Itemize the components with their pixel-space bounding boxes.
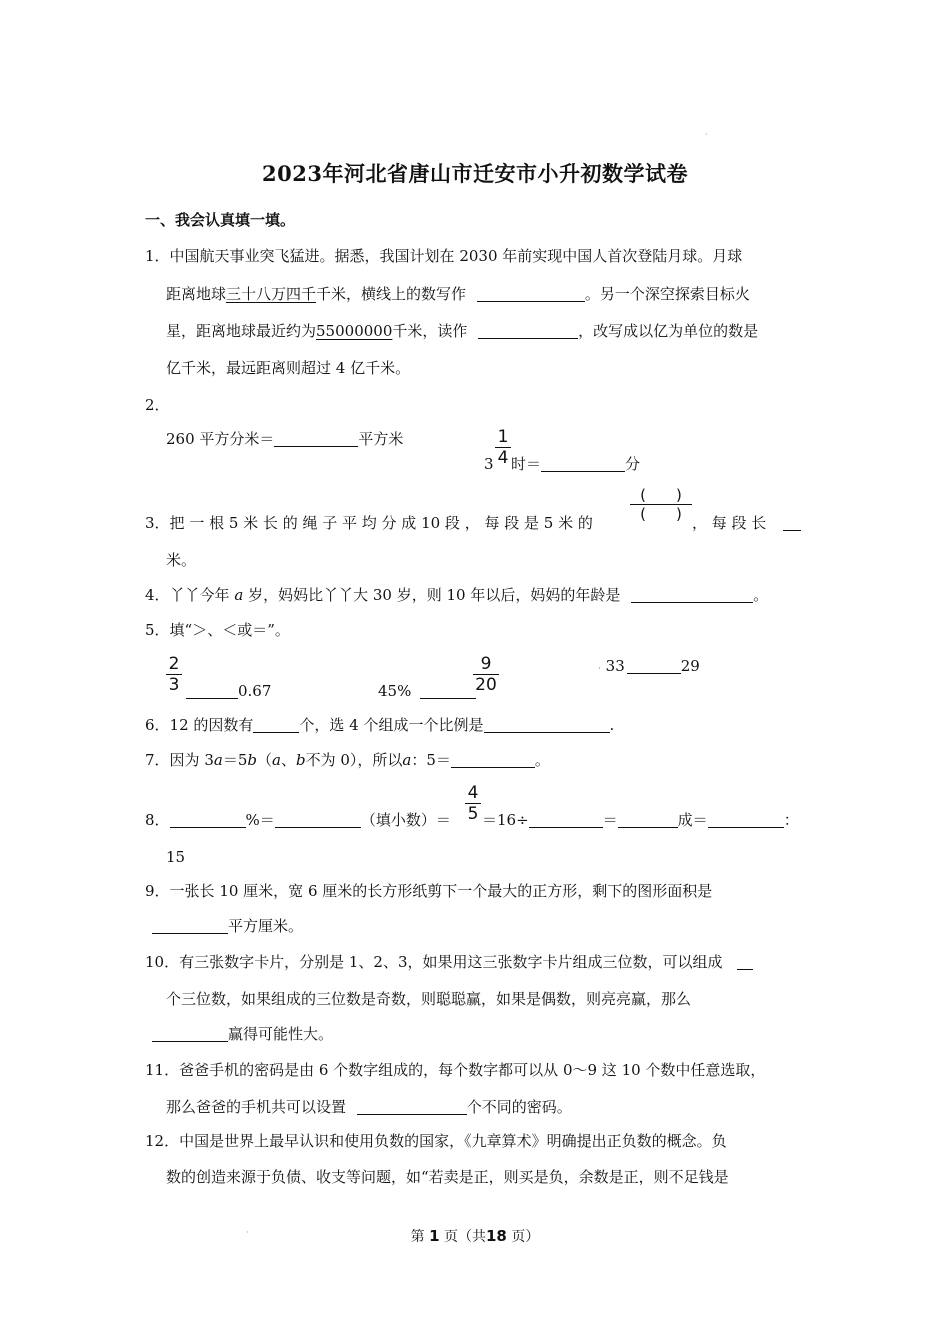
question-number: 12． (145, 1132, 180, 1150)
fraction-4-5 (465, 784, 481, 823)
question-text: 。另一个深空探索目标火 (584, 285, 750, 303)
question-number: 4． (145, 586, 170, 604)
punctuation: . (609, 716, 615, 734)
question-text: 、 (280, 751, 296, 769)
question-text: 岁，妈妈比丫丫大 30 岁，则 10 年以后，妈妈的年龄是 (248, 586, 621, 604)
question-text: ： (783, 811, 799, 829)
question-number: 11． (145, 1061, 180, 1079)
question-11-line-2 (166, 1097, 572, 1117)
answer-blank[interactable] (783, 515, 801, 531)
compare-value: 45% (378, 682, 412, 700)
question-text: （填小数）＝ (360, 811, 451, 829)
question-number: 6． (145, 716, 170, 734)
question-3-line-1 (145, 513, 593, 533)
question-2-part-b (511, 454, 640, 474)
question-10-line-2: 个三位数，如果组成的三位数是奇数，则聪聪赢，如果是偶数，则亮亮赢，那么 (166, 990, 692, 1008)
fraction-numerator: 4 (465, 784, 481, 804)
answer-blank[interactable] (451, 752, 535, 768)
answer-blank[interactable] (478, 323, 578, 339)
variable: b (295, 751, 306, 769)
variable: a (271, 751, 281, 769)
question-text: 星，距离地球最近约为 (166, 322, 317, 340)
question-text: ：5＝ (411, 751, 451, 769)
question-text: 千米，横线上的数写作 (316, 285, 467, 303)
question-text: 距离地球 (166, 285, 227, 303)
compare-value: 0.67 (238, 682, 272, 700)
question-number: 2． (145, 396, 170, 414)
question-text: 丫丫今年 (169, 586, 230, 604)
punctuation: 。 (753, 586, 769, 604)
question-text: 赢得可能性大。 (228, 1025, 334, 1043)
question-text: 不为 0），所以 (305, 751, 403, 769)
mixed-number-fraction (495, 428, 511, 467)
answer-blank[interactable] (618, 812, 678, 828)
fraction-denominator-blank[interactable]: ( ) (640, 505, 682, 523)
question-12-line-2: 数的创造来源于负债、收支等问题，如“若卖是正，则买是负，余数是正，则不足钱是 (166, 1168, 729, 1186)
question-text: 因为 3 (169, 751, 214, 769)
question-text: 填“＞、＜或＝”。 (169, 621, 290, 639)
question-text: ＝ (602, 811, 618, 829)
answer-blank[interactable] (541, 456, 625, 472)
question-2-part-a (166, 429, 403, 449)
question-text: ， 每 段 长 (692, 514, 767, 532)
question-number: 10． (145, 953, 180, 971)
variable: a (234, 586, 244, 604)
question-4 (145, 585, 768, 605)
fraction-2-3 (166, 655, 182, 694)
page-footer (0, 1226, 950, 1246)
fraction-numerator-blank[interactable]: ( ) (630, 486, 692, 505)
answer-blank[interactable] (152, 918, 228, 934)
question-text: 中国航天事业突飞猛进。据悉，我国计划在 2030 年前实现中国人首次登陆月球。月球 (169, 247, 743, 265)
question-text: 把 一 根 5 米 长 的 绳 子 平 均 分 成 10 段 ， 每 段 是 5 米 的 (169, 514, 593, 532)
question-text: 个不同的密码。 (466, 1098, 572, 1116)
answer-blank[interactable] (357, 1099, 467, 1115)
question-text: 千米，读作 (392, 322, 468, 340)
question-text: （ (256, 751, 272, 769)
question-10-line-3 (152, 1024, 333, 1044)
question-8-line-2: 15 (166, 848, 186, 866)
fraction-denominator: 20 (475, 675, 497, 695)
fraction-9-20 (473, 655, 499, 694)
question-number: 9． (145, 882, 170, 900)
unit-label: 分 (625, 455, 641, 473)
question-text: %＝ (245, 811, 275, 829)
fraction-numerator: 2 (166, 655, 182, 675)
page-number: 1 (429, 1227, 440, 1245)
question-12-line-1 (145, 1131, 727, 1151)
question-text: 中国是世界上最早认识和使用负数的国家，《九章算术》明确提出正负数的概念。负 (179, 1132, 727, 1150)
answer-blank[interactable] (484, 717, 610, 733)
comparison-c (598, 656, 700, 679)
question-text: 有三张数字卡片，分别是 1、2、3，如果用这三张数字卡片组成三位数，可以组成 (179, 953, 723, 971)
question-9-line-2 (152, 916, 303, 936)
comparison-b (378, 681, 476, 701)
total-pages: 18 (486, 1227, 507, 1245)
answer-blank[interactable] (186, 683, 238, 699)
answer-blank[interactable] (477, 286, 585, 302)
unit-label: 平方米 (358, 430, 404, 448)
mixed-number-whole: 3 (484, 455, 494, 473)
scan-mark: · (246, 1228, 249, 1237)
question-number: 3． (145, 514, 170, 532)
fraction-denominator: 5 (467, 804, 479, 824)
compare-value: 33 (605, 657, 625, 675)
question-text: 时＝ (511, 455, 542, 473)
question-11-line-1 (145, 1060, 765, 1080)
question-text: 一张长 10 厘米，宽 6 厘米的长方形纸剪下一个最大的正方形，剩下的图形面积是 (169, 882, 713, 900)
page-title: 2023年河北省唐山市迁安市小升初数学试卷 (262, 161, 688, 186)
question-7 (145, 750, 550, 770)
question-5 (145, 620, 290, 640)
comparison-a (186, 681, 271, 701)
punctuation: 。 (534, 751, 550, 769)
question-1-line-2 (166, 284, 750, 304)
underlined-number: 55000000 (316, 322, 393, 340)
variable: a (213, 751, 223, 769)
question-number: 7． (145, 751, 170, 769)
question-text: ＝5 (222, 751, 248, 769)
footer-text: 页） (511, 1229, 540, 1245)
question-1-line-3 (166, 321, 758, 341)
answer-blank[interactable] (420, 683, 476, 699)
answer-blank[interactable] (737, 954, 753, 970)
question-text: ，改写成以亿为单位的数是 (578, 322, 759, 340)
question-1-line-4: 亿千米，最远距离则超过 4 亿千米。 (166, 359, 411, 377)
variable: a (402, 751, 412, 769)
answer-blank[interactable] (529, 812, 603, 828)
question-text: 个，选 4 个组成一个比例是 (299, 716, 484, 734)
question-text: ＝16÷ (482, 811, 529, 829)
answer-blank[interactable] (627, 658, 681, 674)
question-number: 8． (145, 811, 170, 829)
fraction-numerator: 9 (473, 655, 499, 675)
answer-blank[interactable] (631, 587, 753, 603)
answer-blank[interactable] (253, 717, 299, 733)
question-number: 5． (145, 621, 170, 639)
blank-fraction[interactable] (630, 486, 692, 523)
question-text: 成＝ (677, 811, 708, 829)
answer-blank[interactable] (170, 812, 246, 828)
footer-text: 页（共 (444, 1229, 486, 1245)
question-text: 260 平方分米＝ (166, 430, 275, 448)
underlined-number-words: 三十八万四千 (226, 285, 317, 303)
scan-mark: · (705, 130, 708, 139)
question-1-line-1 (145, 246, 742, 266)
question-3-text-after (692, 513, 801, 533)
fraction-denominator: 3 (168, 675, 180, 695)
variable: b (247, 751, 257, 769)
question-6 (145, 715, 614, 735)
question-text: 爸爸手机的密码是由 6 个数字组成的，每个数字都可以从 0～9 这 10 个数中任意选取， (179, 1061, 766, 1079)
compare-value: 29 (680, 657, 700, 675)
answer-blank[interactable] (708, 812, 784, 828)
question-8-line-1-cont (482, 810, 799, 830)
answer-blank[interactable] (152, 1026, 228, 1042)
question-8-line-1 (145, 810, 451, 830)
question-text: 平方厘米。 (228, 917, 304, 935)
question-10-line-1 (145, 952, 753, 972)
section-heading: 一、我会认真填一填。 (145, 211, 296, 229)
fraction-denominator: 4 (497, 448, 509, 468)
fraction-numerator: 1 (495, 428, 511, 448)
answer-blank[interactable] (274, 431, 358, 447)
question-text: 那么爸爸的手机共可以设置 (166, 1098, 347, 1116)
question-number: 1． (145, 247, 170, 265)
question-text: 12 的因数有 (169, 716, 254, 734)
answer-blank[interactable] (275, 812, 361, 828)
footer-text: 第 (410, 1229, 425, 1245)
dot-mark: · (598, 664, 601, 674)
question-3-line-2: 米。 (166, 551, 197, 569)
question-9-line-1 (145, 881, 712, 901)
